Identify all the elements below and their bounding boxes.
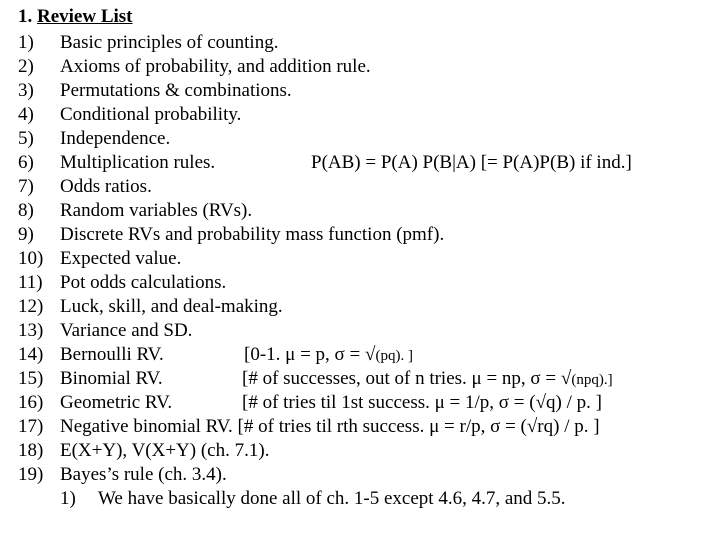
item-formula (242, 367, 613, 392)
item-number: 15) (18, 368, 44, 389)
item-number: 3) (18, 80, 34, 101)
item-text: Independence. (60, 128, 171, 149)
item-text: Permutations & combinations. (60, 80, 292, 101)
item-text: Geometric RV. (60, 392, 173, 413)
item-number: 16) (18, 392, 44, 413)
item-number: 17) (18, 416, 44, 437)
item-text: Bayes’s rule (ch. 3.4). (60, 464, 227, 485)
item-text: Conditional probability. (60, 104, 242, 125)
item-number: 12) (18, 296, 44, 317)
item-text: Negative binomial RV. [# of tries til rth success. μ = r/p, σ = (√rq) / p. ] (60, 416, 600, 437)
item-text: Multiplication rules. (60, 152, 216, 173)
item-number: 10) (18, 248, 44, 269)
item-text: Random variables (RVs). (60, 200, 253, 221)
sub-item-number: 1) (60, 488, 76, 509)
item-formula-main: [0-1. μ = p, σ = √ (244, 344, 376, 365)
item-number: 7) (18, 176, 34, 197)
item-text: E(X+Y), V(X+Y) (ch. 7.1). (60, 440, 270, 461)
item-text: Odds ratios. (60, 176, 152, 197)
item-number: 9) (18, 224, 34, 245)
item-formula (244, 343, 413, 368)
item-number: 11) (18, 272, 43, 293)
section-number: 1. (18, 6, 33, 27)
item-formula: [# of tries til 1st success. μ = 1/p, σ = (√q) / p. ] (242, 392, 602, 413)
item-number: 2) (18, 56, 34, 77)
item-number: 5) (18, 128, 34, 149)
section-title (18, 6, 133, 28)
item-number: 8) (18, 200, 34, 221)
section-label: Review List (37, 6, 133, 27)
item-text: Discrete RVs and probability mass function (pmf). (60, 224, 445, 245)
item-text: Binomial RV. (60, 368, 163, 389)
item-text: Bernoulli RV. (60, 344, 164, 365)
item-text: Luck, skill, and deal-making. (60, 296, 283, 317)
item-number: 4) (18, 104, 34, 125)
item-number: 14) (18, 344, 44, 365)
item-text: Axioms of probability, and addition rule. (60, 56, 371, 77)
item-number: 19) (18, 464, 44, 485)
item-number: 13) (18, 320, 44, 341)
item-number: 1) (18, 32, 34, 53)
item-text: Variance and SD. (60, 320, 193, 341)
item-formula: P(AB) = P(A) P(B|A) [= P(A)P(B) if ind.] (311, 152, 632, 173)
item-number: 18) (18, 440, 44, 461)
item-formula-main: [# of successes, out of n tries. μ = np, σ = √ (242, 368, 572, 389)
item-formula-tail: (pq). ] (375, 348, 413, 364)
item-text: Pot odds calculations. (60, 272, 227, 293)
item-formula-tail: (npq).] (571, 372, 613, 388)
item-number: 6) (18, 152, 34, 173)
item-text: Basic principles of counting. (60, 32, 279, 53)
item-text: Expected value. (60, 248, 182, 269)
sub-item-text: We have basically done all of ch. 1-5 except 4.6, 4.7, and 5.5. (98, 488, 566, 509)
